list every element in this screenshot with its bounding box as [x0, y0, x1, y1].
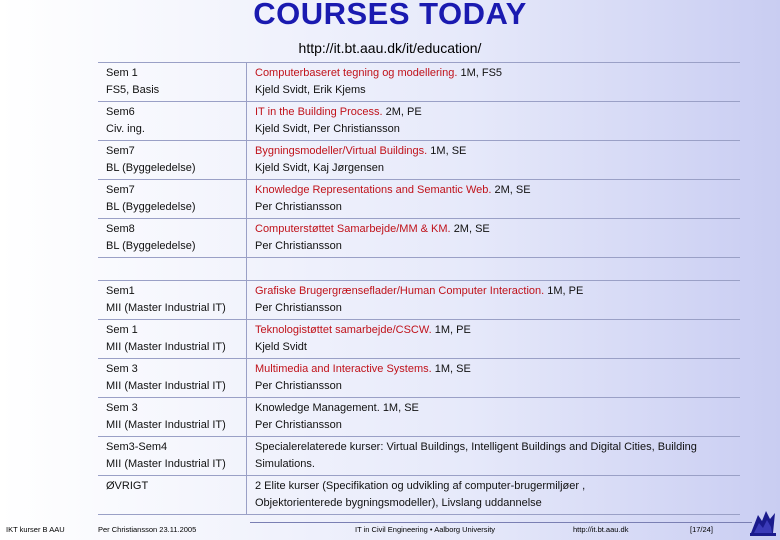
- course-row: [98, 320, 740, 359]
- course-teachers: Kjeld Svidt: [255, 341, 307, 353]
- course-meta: 1M, PE: [434, 324, 471, 336]
- footer-author: Per Christiansson 23.11.2005: [98, 525, 197, 534]
- semester-label: Sem7: [106, 145, 135, 157]
- course-teachers: Objektorienterede bygningsmodeller), Livslang uddannelse: [255, 497, 542, 509]
- semester-label: Sem3-Sem4: [106, 441, 168, 453]
- footer-center: IT in Civil Engineering • Aalborg University: [355, 525, 496, 534]
- course-line: [255, 182, 732, 199]
- course-title: Knowledge Management.: [255, 402, 380, 414]
- courses-table: [98, 62, 740, 515]
- semester-cell: [98, 437, 247, 476]
- semester-cell: [98, 359, 247, 398]
- course-line: [255, 65, 732, 82]
- course-line: [255, 439, 732, 473]
- semester-label: Sem 1: [106, 67, 138, 79]
- course-teachers: Per Christiansson: [255, 419, 342, 431]
- course-teachers: Kjeld Svidt, Per Christiansson: [255, 123, 400, 135]
- course-line: [255, 143, 732, 160]
- semester-label: Sem 1: [106, 324, 138, 336]
- course-meta: 1M, SE: [434, 363, 471, 375]
- course-meta: 2M, PE: [385, 106, 422, 118]
- semester-cell: [98, 141, 247, 180]
- course-teachers: Per Christiansson: [255, 240, 342, 252]
- program-label: MII (Master Industrial IT): [106, 380, 226, 392]
- course-row: [98, 398, 740, 437]
- course-line: [255, 478, 732, 495]
- semester-label: Sem8: [106, 223, 135, 235]
- semester-cell: [98, 398, 247, 437]
- course-cell: [247, 320, 741, 359]
- course-row: [98, 180, 740, 219]
- course-cell: [247, 102, 741, 141]
- course-cell: [247, 63, 741, 102]
- course-teachers: Per Christiansson: [255, 201, 342, 213]
- semester-label: Sem1: [106, 285, 135, 297]
- course-cell: [247, 141, 741, 180]
- course-meta: 1M, SE: [430, 145, 467, 157]
- course-title: Knowledge Representations and Semantic Web.: [255, 184, 492, 196]
- university-logo: [748, 505, 778, 537]
- course-cell: [247, 219, 741, 258]
- course-cell: [247, 398, 741, 437]
- course-row: [98, 476, 740, 515]
- page-title: COURSES TODAY: [253, 0, 527, 31]
- footer-left: IKT kurser B AAU: [6, 525, 65, 534]
- course-line: [255, 104, 732, 121]
- course-cell: [247, 359, 741, 398]
- semester-cell: [98, 63, 247, 102]
- course-row: [98, 102, 740, 141]
- course-title: IT in the Building Process.: [255, 106, 383, 118]
- semester-cell: [98, 102, 247, 141]
- semester-cell: [98, 281, 247, 320]
- program-label: BL (Byggeledelse): [106, 201, 196, 213]
- program-label: MII (Master Industrial IT): [106, 341, 226, 353]
- course-meta: 2M, SE: [494, 184, 531, 196]
- course-title: Teknologistøttet samarbejde/CSCW.: [255, 324, 432, 336]
- course-row: [98, 437, 740, 476]
- footer-site: http://it.bt.aau.dk: [573, 525, 629, 534]
- course-cell: [247, 437, 741, 476]
- course-row: [98, 359, 740, 398]
- program-label: MII (Master Industrial IT): [106, 419, 226, 431]
- course-line: [255, 322, 732, 339]
- course-title: Grafiske Brugergrænseflader/Human Computer Interaction.: [255, 285, 545, 297]
- semester-cell: [98, 320, 247, 359]
- spacer-cell: [247, 258, 741, 281]
- semester-label: ØVRIGT: [106, 480, 149, 492]
- course-title: Bygningsmodeller/Virtual Buildings.: [255, 145, 428, 157]
- course-cell: [247, 476, 741, 515]
- semester-cell: [98, 180, 247, 219]
- course-teachers: Kjeld Svidt, Erik Kjems: [255, 84, 366, 96]
- semester-label: Sem6: [106, 106, 135, 118]
- course-teachers: Kjeld Svidt, Kaj Jørgensen: [255, 162, 385, 174]
- course-title: Specialerelaterede kurser: Virtual Buildings, Intelligent Buildings and Digital Cities, Building Simulations.: [255, 441, 697, 470]
- course-title: Multimedia and Interactive Systems.: [255, 363, 432, 375]
- course-teachers: Per Christiansson: [255, 302, 342, 314]
- table-spacer-row: [98, 258, 740, 281]
- course-cell: [247, 281, 741, 320]
- course-line: [255, 400, 732, 417]
- program-label: Civ. ing.: [106, 123, 145, 135]
- program-label: BL (Byggeledelse): [106, 162, 196, 174]
- education-url: http://it.bt.aau.dk/it/education/: [298, 40, 482, 56]
- course-row: [98, 219, 740, 258]
- course-title: 2 Elite kurser (Specifikation og udvikling af computer-brugermiljøer ,: [255, 480, 586, 492]
- course-line: [255, 221, 732, 238]
- course-line: [255, 283, 732, 300]
- footer-page-number: [17/24]: [690, 525, 713, 534]
- footer-divider: [250, 522, 752, 523]
- semester-label: Sem 3: [106, 363, 138, 375]
- semester-cell: [98, 476, 247, 515]
- spacer-cell: [98, 258, 247, 281]
- program-label: MII (Master Industrial IT): [106, 302, 226, 314]
- course-title: Computerbaseret tegning og modellering.: [255, 67, 458, 79]
- course-meta: 1M, PE: [547, 285, 584, 297]
- semester-label: Sem 3: [106, 402, 138, 414]
- program-label: MII (Master Industrial IT): [106, 458, 226, 470]
- semester-cell: [98, 219, 247, 258]
- course-row: [98, 141, 740, 180]
- course-meta: 1M, SE: [382, 402, 419, 414]
- semester-label: Sem7: [106, 184, 135, 196]
- course-meta: 2M, SE: [453, 223, 490, 235]
- course-row: [98, 63, 740, 102]
- course-teachers: Per Christiansson: [255, 380, 342, 392]
- program-label: FS5, Basis: [106, 84, 160, 96]
- course-meta: 1M, FS5: [460, 67, 503, 79]
- course-row: [98, 281, 740, 320]
- course-line: [255, 361, 732, 378]
- course-title: Computerstøttet Samarbejde/MM & KM.: [255, 223, 451, 235]
- program-label: BL (Byggeledelse): [106, 240, 196, 252]
- course-cell: [247, 180, 741, 219]
